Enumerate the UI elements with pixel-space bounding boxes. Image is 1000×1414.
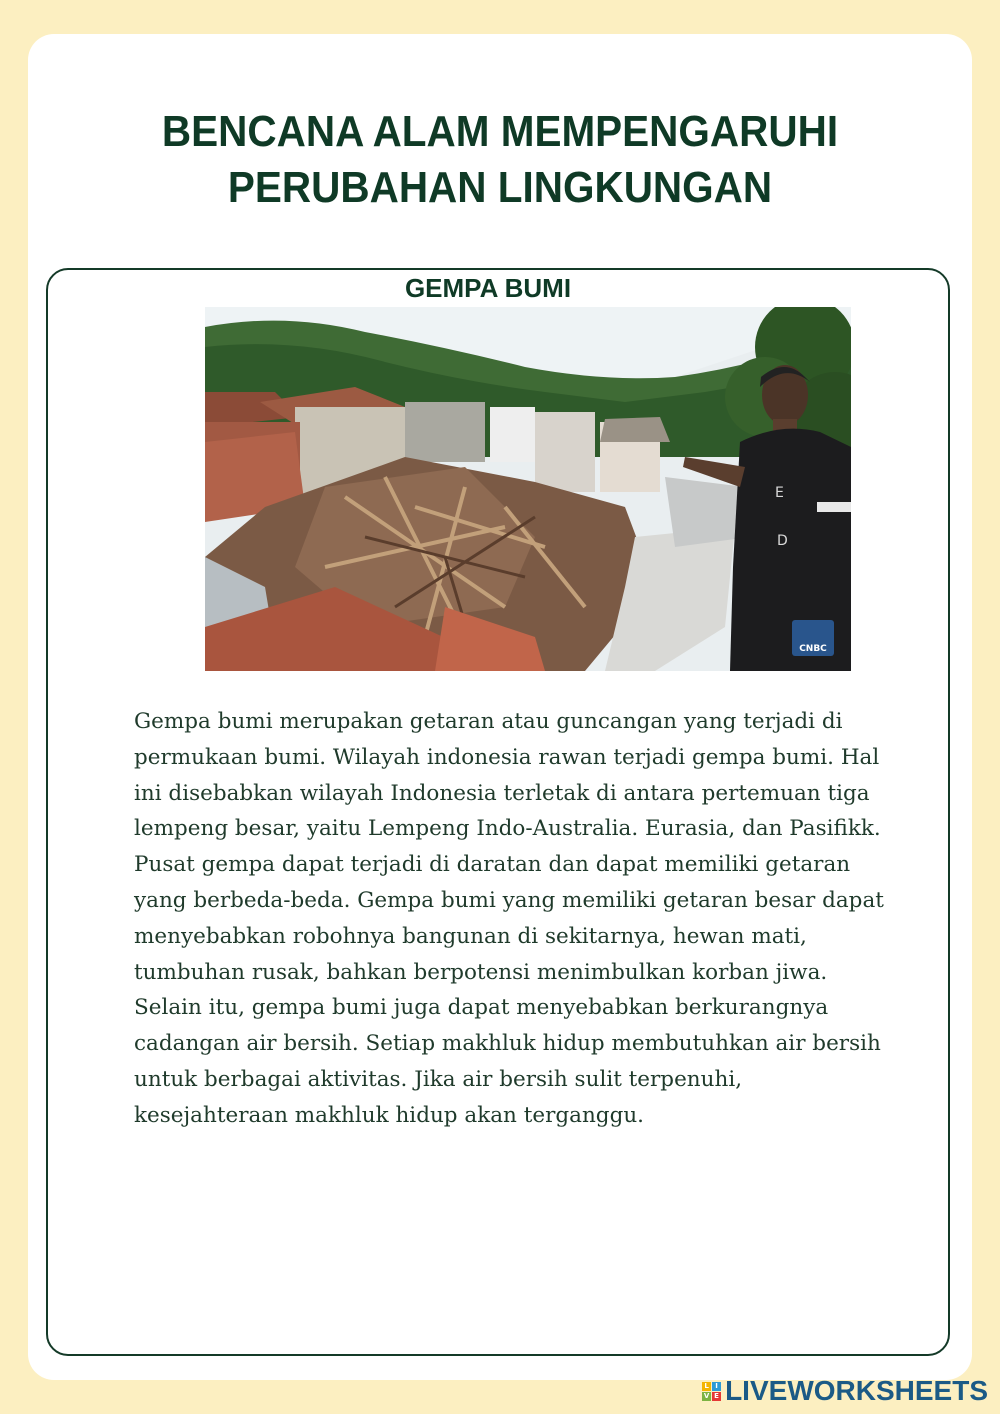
logo-letter: L xyxy=(702,1382,711,1391)
body-line: lempeng besar, yaitu Lempeng Indo-Australia. Eurasia, dan Pasifikk. xyxy=(134,816,881,842)
logo-letter: V xyxy=(703,1391,710,1400)
body-line: Gempa bumi merupakan getaran atau guncangan yang terjadi di xyxy=(134,709,843,734)
body-line: Pusat gempa dapat terjadi di daratan dan dapat memiliki getaran xyxy=(134,852,851,878)
photo-watermark: CNBC xyxy=(799,644,827,654)
page-title-line-1: BENCANA ALAM MEMPENGARUHI xyxy=(161,107,839,156)
body-line: yang berbeda-beda. Gempa bumi yang memiliki getaran besar dapat xyxy=(134,887,884,913)
page-title-line-2: PERUBAHAN LINGKUNGAN xyxy=(227,163,773,212)
liveworksheets-brand[interactable] xyxy=(702,1376,988,1406)
logo-letter: I xyxy=(712,1382,721,1391)
body-line: permukaan bumi. Wilayah indonesia rawan terjadi gempa bumi. Hal xyxy=(134,744,880,770)
liveworksheets-logo-icon xyxy=(702,1382,721,1401)
section-heading: GEMPA BUMI xyxy=(404,273,572,303)
earthquake-photo-illustration xyxy=(205,307,851,671)
body-line: cadangan air bersih. Setiap makhluk hidup membutuhkan air bersih xyxy=(134,1031,881,1057)
body-line: tumbuhan rusak, bahkan berpotensi menimbulkan korban jiwa. xyxy=(134,959,828,985)
earthquake-photo xyxy=(205,307,851,671)
body-line: ini disebabkan wilayah Indonesia terletak di antara pertemuan tiga xyxy=(134,780,870,806)
body-line: kesejahteraan makhluk hidup akan terganggu. xyxy=(134,1102,645,1128)
body-line: Selain itu, gempa bumi juga dapat menyebabkan berkurangnya xyxy=(134,995,829,1021)
body-line: untuk berbagai aktivitas. Jika air bersih sulit terpenuhi, xyxy=(134,1066,743,1092)
liveworksheets-wordmark: LIVEWORKSHEETS xyxy=(725,1375,988,1406)
logo-letter: E xyxy=(712,1392,721,1401)
svg-text:D: D xyxy=(777,533,788,549)
svg-text:E: E xyxy=(775,485,784,501)
page-title xyxy=(40,104,960,216)
body-line: menyebabkan robohnya bangunan di sekitarnya, hewan mati, xyxy=(134,923,807,949)
article-body xyxy=(134,704,934,1134)
